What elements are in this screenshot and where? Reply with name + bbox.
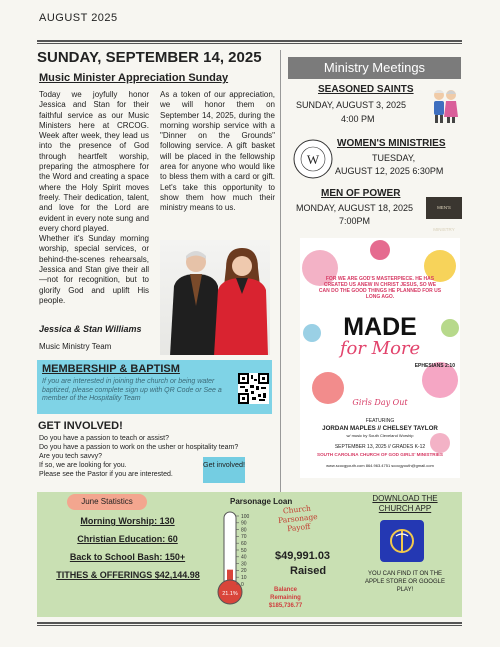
thermometer-percent: 21.1%	[222, 591, 238, 597]
thermometer-tick-label: 20	[241, 568, 247, 575]
signature-team: Music Ministry Team	[39, 342, 112, 351]
bottom-divider	[37, 622, 462, 624]
event-seasoned-saints-title: SEASONED SAINTS	[318, 84, 414, 95]
mens-ministry-badge: MEN'S MINISTRY	[426, 197, 462, 219]
thermometer-tick-label: 50	[241, 547, 247, 554]
flyer-org: SOUTH CAROLINA CHURCH OF GOD GIRLS' MINISTRIES	[317, 452, 443, 457]
flyer-speakers: JORDAN MAPLES // CHELSEY TAYLOR	[322, 425, 438, 432]
loan-raised-label: Raised	[290, 565, 327, 577]
involved-line: Do you have a passion to teach or assist?	[39, 435, 169, 442]
womens-ministries-seal-icon	[292, 138, 334, 180]
event-men-of-power-title: MEN OF POWER	[321, 188, 401, 199]
stat-morning-worship: Morning Worship: 130	[80, 516, 175, 526]
thermometer-ticks	[236, 514, 250, 588]
flyer-verse: FOR WE ARE GOD'S MASTERPIECE. HE HAS CREATED US ANEW IN CHRIST JESUS, SO WE CAN DO THE GOOD THINGS HE PLANNED FOR US LONG AGO.	[318, 276, 442, 300]
stat-back-to-school: Back to School Bash: 150+	[69, 552, 186, 562]
flyer-made: MADE	[343, 313, 417, 341]
ministry-title: Ministry Meetings	[323, 60, 426, 75]
thermometer-tick-label: 10	[241, 575, 247, 581]
involved-line: Do you have a passion to work on the usher or hospitality team?	[39, 444, 239, 451]
article-date-title: SUNDAY, SEPTEMBER 14, 2025	[37, 49, 262, 66]
church-app-icon[interactable]	[380, 520, 424, 562]
flyer-music: w/ music by South Cleveland Worship	[346, 433, 414, 438]
flyer-for-more: for More	[339, 338, 421, 359]
app-download-title: DOWNLOAD THE CHURCH APP	[372, 494, 438, 513]
top-divider	[37, 40, 462, 42]
article-subtitle: Music Minister Appreciation Sunday	[39, 72, 229, 84]
membership-title: MEMBERSHIP & BAPTISM	[42, 363, 180, 375]
thermometer-tick-label: 70	[241, 534, 247, 541]
app-store-text: YOU CAN FIND IT ON THE APPLE STORE OR GOOGLE PLAY!	[365, 571, 445, 593]
event-womens-ministries-time: AUGUST 12, 2025 6:30PM	[335, 166, 444, 176]
flyer-scripture-ref: EPHESIANS 2:10	[414, 363, 455, 369]
sticky-note-label: Get involved!	[203, 460, 245, 469]
music-ministers-photo	[160, 240, 270, 355]
article-paragraph-1: Today we joyfully honor Jessica and Stan for their faithful service as our Music Ministers here at CRCOG. Week after week, they lead us into the presence of God through heartfelt worship, preparing the atmosphere for the Word and creating a space where the Holy Spirit moves freely. Their dedication, talent, and love for the Lord are evident in every note sung and every chord played.	[39, 90, 149, 233]
event-womens-ministries-title: WOMEN'S MINISTRIES	[337, 138, 446, 149]
event-men-of-power-date: MONDAY, AUGUST 18, 2025	[296, 203, 414, 213]
involved-line: Are you tech savvy?	[39, 453, 103, 460]
stats-title: June Statistics	[81, 497, 133, 506]
loan-title: Parsonage Loan	[230, 497, 293, 506]
newsletter-month: AUGUST 2025	[39, 12, 118, 24]
app-logo-icon	[380, 520, 424, 562]
flyer-featuring: FEATURING	[365, 418, 395, 424]
girls-day-out-flyer	[300, 238, 460, 478]
get-involved-sticky-note	[203, 457, 245, 483]
payoff-label: Church Parsonage Payoff	[277, 503, 319, 534]
event-seasoned-saints-time: 4:00 PM	[341, 114, 375, 124]
top-divider-thin	[37, 43, 462, 44]
balance-value: $185,736.77	[268, 603, 303, 609]
thermometer-tick-label: 30	[241, 561, 247, 568]
stat-tithes-offerings: TITHES & OFFERINGS $42,144.98	[56, 570, 200, 580]
loan-balance	[258, 586, 313, 610]
woman-figure-icon	[212, 246, 268, 355]
flyer-when: SEPTEMBER 13, 2025 // GRADES K-12	[334, 444, 426, 450]
balance-label: Balance Remaining	[270, 587, 301, 601]
involved-line: Please see the Pastor if you are interested.	[39, 471, 173, 478]
thermometer-tick-label: 0	[241, 581, 244, 588]
thermometer-tick-label: 80	[241, 527, 247, 534]
event-womens-ministries-date: TUESDAY,	[372, 153, 416, 163]
flyer-contact: www.scocgyouth.com 864.963.4751 scocgyouth@gmail.com	[326, 463, 434, 468]
signature-names: Jessica & Stan Williams	[39, 324, 142, 334]
article-column-2: As a token of our appreciation, we will honor them on September 14, 2025, during the morning worship service with a "Dinner on the Grounds" following service. A gift basket will be placed in the fellowship area for anyone who would like to bless them with a card or gift. Let's take this opportunity to show them how much their ministry means to us.	[160, 90, 275, 213]
qr-code-icon[interactable]	[238, 373, 269, 404]
article-column-1	[39, 90, 149, 306]
thermometer-tick-label: 60	[241, 541, 247, 547]
loan-raised-amount: $49,991.03	[275, 550, 331, 562]
article-paragraph-2: Whether it's Sunday morning worship, special services, or behind-the-scenes rehearsals, Jessica and Stan give their all—not for recognition, but to glorify God and uplift His people.	[39, 234, 149, 305]
thermometer-icon	[215, 508, 263, 606]
stat-christian-education: Christian Education: 60	[77, 534, 178, 544]
thermometer-tick-label: 90	[241, 520, 247, 527]
event-men-of-power-time: 7:00PM	[339, 216, 371, 226]
get-involved-title: GET INVOLVED!	[38, 420, 123, 432]
thermometer-tick-label: 40	[241, 554, 247, 561]
event-seasoned-saints-date: SUNDAY, AUGUST 3, 2025	[296, 100, 407, 110]
thermometer-tick-label: 100	[241, 513, 250, 520]
bottom-divider-thin	[37, 625, 462, 626]
elderly-couple-icon	[430, 87, 460, 123]
involved-line: If so, we are looking for you.	[39, 462, 127, 469]
membership-text: If you are interested in joining the church or being water baptized, please complete sign up with QR Code or See a member of the Hospitality Team	[42, 378, 222, 403]
svg-text:W: W	[306, 152, 320, 167]
flyer-event-name: Girls Day Out	[352, 398, 408, 407]
